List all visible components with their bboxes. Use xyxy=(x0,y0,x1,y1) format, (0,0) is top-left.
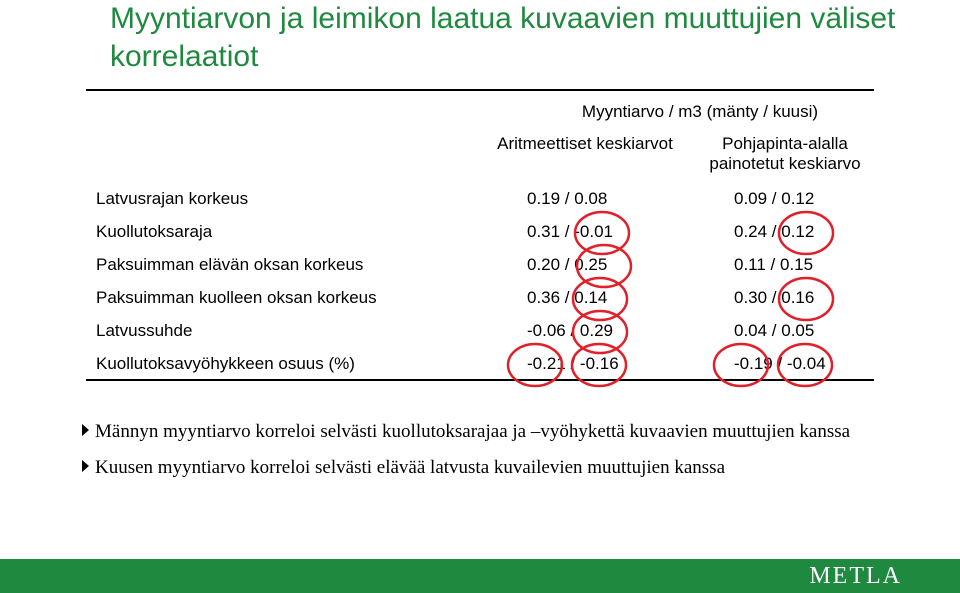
table-header-col2: Pohjapinta-alalla painotetut keskiarvo xyxy=(709,134,861,173)
table-row xyxy=(0,218,960,246)
table-header-main: Myyntiarvo / m3 (mänty / kuusi) xyxy=(581,102,819,121)
table-bottom-rule xyxy=(86,379,874,381)
page-title: Myyntiarvon ja leimikon laatua kuvaavien muuttujien väliset korrelaatiot xyxy=(110,2,896,73)
triangle-bullet-icon xyxy=(82,424,89,436)
row-value-col1: 0.19 / 0.08 xyxy=(527,189,608,208)
row-value-col2: 0.30 / 0.16 xyxy=(734,288,815,307)
table-row xyxy=(0,317,960,345)
footer-bar xyxy=(0,559,960,593)
metla-logo: METLA xyxy=(809,563,902,589)
row-label: Kuollutoksavyöhykkeen osuus (%) xyxy=(96,354,355,373)
row-value-col1: 0.36 / 0.14 xyxy=(527,288,608,307)
row-label: Latvussuhde xyxy=(96,321,193,340)
row-value-col1: 0.31 / -0.01 xyxy=(527,222,614,241)
table-top-rule xyxy=(86,89,874,91)
bullet-item xyxy=(82,456,882,480)
row-value-col2: 0.04 / 0.05 xyxy=(734,321,815,340)
triangle-bullet-icon xyxy=(82,460,89,472)
row-value-col2: 0.09 / 0.12 xyxy=(734,189,815,208)
row-value-col2: -0.19 / -0.04 xyxy=(734,354,826,373)
bullet-item xyxy=(82,420,882,444)
row-label: Paksuimman kuolleen oksan korkeus xyxy=(96,288,377,307)
table-row xyxy=(0,251,960,279)
bullet-list xyxy=(82,420,882,492)
table-header-col1: Aritmeettiset keskiarvot xyxy=(497,134,673,153)
table-row xyxy=(0,284,960,312)
bullet-text: Kuusen myyntiarvo korreloi selvästi elävää latvusta kuvailevien muuttujien kanssa xyxy=(95,457,726,478)
row-label: Kuollutoksaraja xyxy=(96,222,213,241)
table-row xyxy=(0,185,960,213)
row-value-col1: -0.21 / -0.16 xyxy=(527,354,619,373)
row-value-col1: 0.20 / 0.25 xyxy=(527,255,608,274)
bullet-text: Männyn myyntiarvo korreloi selvästi kuollutoksarajaa ja –vyöhykettä kuvaavien muuttujien kanssa xyxy=(95,421,851,442)
row-label: Paksuimman elävän oksan korkeus xyxy=(96,255,364,274)
row-value-col2: 0.24 / 0.12 xyxy=(734,222,815,241)
row-value-col1: -0.06 / 0.29 xyxy=(527,321,614,340)
table-row xyxy=(0,350,960,378)
row-value-col2: 0.11 / 0.15 xyxy=(734,255,814,274)
row-label: Latvusrajan korkeus xyxy=(96,189,249,208)
